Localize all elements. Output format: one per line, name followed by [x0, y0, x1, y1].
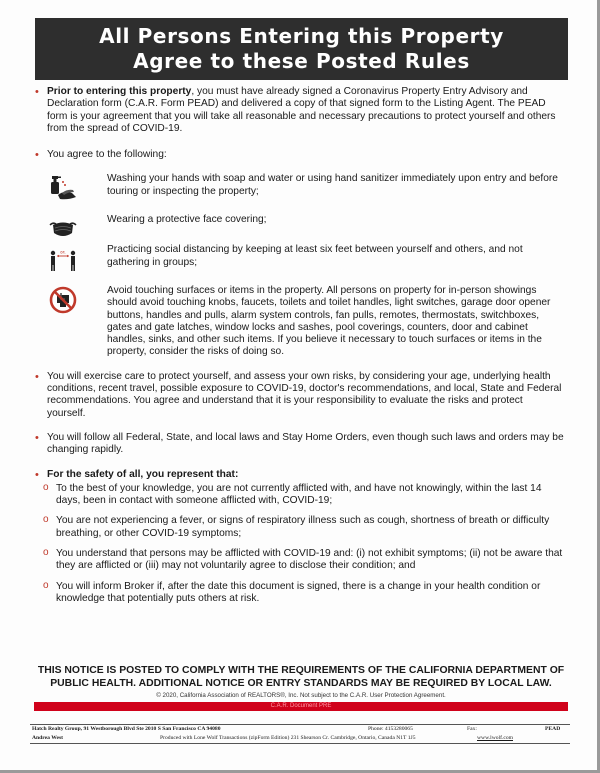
safety-item: o You are not experiencing a fever, or signs of respiratory illness such as cough, shortness of breath or difficulty breathing, or other COVID-19 symptoms;	[34, 515, 564, 540]
face-mask-icon	[48, 214, 78, 244]
footer-url[interactable]: www.lwolf.com	[477, 735, 513, 741]
social-distance-icon	[48, 244, 78, 274]
form-id-bar: C.A.R. Document PRE	[34, 702, 568, 711]
rule-distance	[34, 244, 564, 269]
rule-text: Avoid touching surfaces or items in the property. All persons on property for in-person showings should avoid touching knobs, faucets, toilets and toilet handles, light switches, garage door opener buttons, handles and pulls, alarm system controls, fan pulls, remotes, thermostats, switchboxes, gates and gate latches, window locks and sashes, pool coverings, counters, door and cabinet handles, sinks, and other such items. If you believe it necessary to touch surfaces or items in the property, consider the risks of doing so.	[107, 284, 551, 358]
notice-line-1: THIS NOTICE IS POSTED TO COMPLY WITH THE REQUIREMENTS OF THE CALIFORNIA DEPARTMENT OF	[37, 665, 565, 676]
rules-content	[34, 86, 564, 605]
safety-heading-text: For the safety of all, you represent that:	[47, 468, 239, 480]
intro-bold: Prior to entering this property	[47, 86, 192, 97]
rule-sanitizer	[34, 173, 564, 198]
title-line-1: All Persons Entering this Property	[99, 24, 504, 48]
intro-paragraph	[34, 86, 564, 135]
rule-no-touch	[34, 285, 564, 359]
risk-paragraph: • You will exercise care to protect yourself, and assess your own risks, by considering your age, underlying health conditions, recent travel, possible exposure to COVID-19, doctor's recommendations, and local, State and Federal recommendations. You agree and understand that it is your responsibility to evaluate the risks and protect yourself.	[34, 371, 564, 420]
title-line-2: Agree to these Posted Rules	[133, 49, 470, 73]
footer-brokerage: Hatch Realty Group, 91 Westborough Blvd Ste 2010 S San Francisco CA 94080	[32, 726, 221, 732]
safety-item: o You will inform Broker if, after the date this document is signed, there is a change in your health condition or knowledge that potentially puts others at risk.	[34, 581, 564, 606]
laws-paragraph: • You will follow all Federal, State, and local laws and Stay Home Orders, even though such laws and orders may be changing rapidly.	[34, 432, 564, 457]
rule-text: Washing your hands with soap and water or using hand sanitizer immediately upon entry and before touring or inspecting the property;	[107, 173, 558, 197]
agree-heading: • You agree to the following:	[34, 149, 564, 161]
footer-fax: Fax:	[467, 726, 477, 732]
footer-produced: Produced with Lone Wolf Transactions (zipForm Edition) 231 Shearson Cr. Cambridge, Ontario, Canada N1T 1J5	[160, 735, 416, 741]
footer-phone: Phone: 4153280065	[368, 726, 413, 732]
intro-text: , you must have already signed a Coronavirus Property Entry Advisory and Declaration form (C.A.R. Form PEAD) and delivered a copy of that signed form to the Listing Agent. The PEAD form is your agreement that you will take all reasonable and necessary precautions to protect yourself and others from the spread of COVID-19.	[47, 86, 556, 134]
safety-item: o You understand that persons may be afflicted with COVID-19 and: (i) not exhibit symptoms; (ii) not be aware that they are afflicted or (iii) may not voluntarily agree to disclose their condition; and	[34, 548, 564, 573]
notice-line-2: PUBLIC HEALTH. ADDITIONAL NOTICE OR ENTRY STANDARDS MAY BE REQUIRED BY LOCAL LAW.	[50, 678, 552, 689]
no-touch-icon	[48, 285, 78, 315]
hand-sanitizer-icon	[48, 173, 78, 203]
rule-text: Wearing a protective face covering;	[107, 214, 267, 226]
rule-mask	[34, 214, 564, 226]
copyright-text: © 2020, California Association of REALTORS®, Inc. Not subject to the C.A.R. User Protection Agreement.	[156, 692, 446, 699]
rule-text: Practicing social distancing by keeping at least six feet between yourself and others, and not gathering in groups;	[107, 244, 523, 268]
safety-heading	[34, 469, 564, 481]
footer-agent: Andrea West	[32, 735, 64, 741]
safety-item: o To the best of your knowledge, you are not currently afflicted with, and have not knowingly, within the last 14 days, been in contact with someone afflicted with, COVID-19;	[34, 483, 564, 508]
page-footer	[30, 724, 570, 744]
compliance-notice	[34, 664, 568, 690]
page-title	[35, 18, 568, 80]
footer-code: PEAD	[545, 726, 561, 732]
distance-label: 6ft.	[60, 249, 66, 255]
